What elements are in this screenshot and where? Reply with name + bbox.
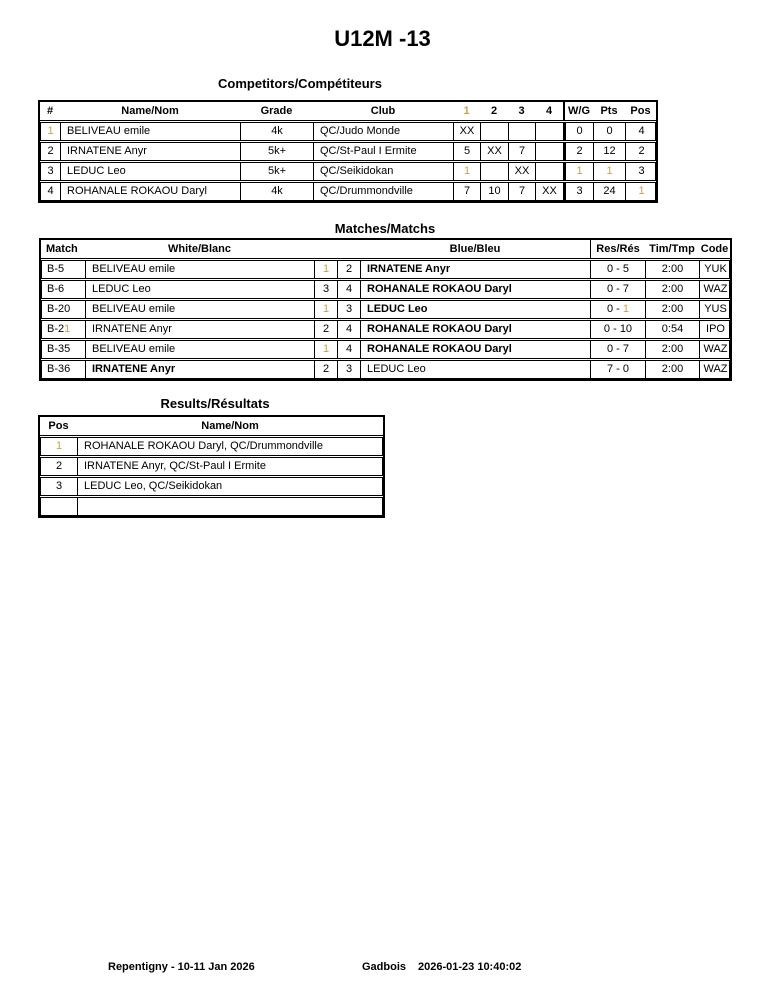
blue-number-cell: 4	[338, 341, 361, 358]
match-row	[41, 340, 730, 359]
time-cell: 2:00	[646, 301, 700, 318]
matches-header-white-cell: White/Blanc	[168, 243, 231, 255]
round-1-score-cell: XX	[454, 123, 481, 140]
match-id-cell: B-35	[42, 341, 86, 358]
competitor-grade-cell: 5k+	[241, 163, 314, 180]
result-cell: 0 - 10	[591, 321, 646, 338]
white-number-cell	[315, 301, 338, 318]
competitor-club-cell: QC/Judo Monde	[314, 123, 454, 140]
result-name-cell: IRNATENE Anyr, QC/St-Paul I Ermite	[84, 460, 266, 472]
time-cell: 0:54	[646, 321, 700, 338]
competitors-header-cell: 4	[545, 105, 553, 117]
blue-name-cell: ROHANALE ROKAOU Daryl	[361, 341, 591, 358]
result-row	[40, 497, 383, 516]
competitor-number-cell: 2	[41, 143, 61, 160]
round-2-score-cell	[481, 123, 509, 140]
round-3-score-cell: 7	[509, 143, 536, 160]
white-number-cell: 2	[315, 361, 338, 378]
code-cell: IPO	[706, 323, 725, 335]
competitor-row	[40, 162, 656, 181]
competitor-grade-cell: 5k+	[241, 143, 314, 160]
match-row	[41, 320, 730, 339]
wins-cell: 3	[564, 183, 594, 200]
competitors-header-cell: W/G	[563, 102, 593, 120]
accent-digit: 1	[638, 185, 645, 197]
results-section-title: Results/Résultats	[160, 396, 270, 411]
match-row	[41, 300, 730, 319]
white-name-cell: LEDUC Leo	[86, 281, 315, 298]
result-position-cell	[41, 498, 78, 515]
round-3-score-cell: 7	[509, 183, 536, 200]
competitor-club-cell: QC/Drummondville	[314, 183, 454, 200]
competitor-name-cell: LEDUC Leo	[61, 163, 241, 180]
competitors-header-cell: 3	[518, 105, 525, 117]
wins-cell: 2	[564, 143, 594, 160]
white-number-cell: 3	[315, 281, 338, 298]
results-header-row	[40, 417, 383, 436]
matches-header-code-cell: Code	[700, 243, 729, 255]
competitor-name-cell: ROHANALE ROKAOU Daryl	[61, 183, 241, 200]
points-cell: 24	[594, 183, 626, 200]
results-header-name-cell: Name/Nom	[201, 420, 259, 432]
blue-number-cell: 2	[338, 261, 361, 278]
accent-digit: 1	[322, 303, 330, 315]
round-4-score-cell	[536, 163, 564, 180]
white-number-cell	[315, 341, 338, 358]
competitor-row	[40, 122, 656, 141]
result-name-cell: ROHANALE ROKAOU Daryl, QC/Drummondville	[84, 440, 323, 452]
points-cell	[594, 163, 626, 180]
blue-number-cell: 3	[338, 361, 361, 378]
match-id-cell: B-20	[42, 301, 86, 318]
accent-digit: 1	[463, 105, 470, 117]
accent-digit: 1	[322, 263, 330, 275]
result-row	[40, 477, 383, 496]
competitor-grade-cell: 4k	[241, 123, 314, 140]
matches-section-title: Matches/Matchs	[334, 221, 436, 236]
position-cell: 4	[638, 125, 645, 137]
accent-digit: 1	[55, 440, 63, 452]
round-2-score-cell: XX	[481, 143, 509, 160]
white-name-cell: IRNATENE Anyr	[86, 361, 315, 378]
competitors-header-cell: Pos	[630, 105, 651, 117]
code-cell: WAZ	[703, 363, 728, 375]
competitor-number-cell	[41, 123, 61, 140]
competitor-name-cell: IRNATENE Anyr	[61, 143, 241, 160]
competitor-number-cell: 4	[41, 183, 61, 200]
round-4-score-cell: XX	[536, 183, 564, 200]
accent-digit: 1	[622, 303, 630, 315]
white-name-cell: BELIVEAU emile	[86, 261, 315, 278]
matches-header-match-cell: Match	[46, 243, 78, 255]
competitor-grade-cell: 4k	[241, 183, 314, 200]
competitors-header-cell: 2	[490, 105, 498, 117]
code-cell: WAZ	[703, 283, 728, 295]
white-name-cell: IRNATENE Anyr	[86, 321, 315, 338]
blue-name-cell: LEDUC Leo	[361, 301, 591, 318]
result-position-cell	[41, 438, 78, 455]
accent-digit: 1	[463, 165, 471, 177]
code-cell: YUK	[704, 263, 727, 275]
footer-venue: Gadbois	[362, 961, 407, 973]
time-cell: 2:00	[646, 261, 700, 278]
results-table	[38, 415, 385, 518]
matches-header-res-cell: Res/Rés	[590, 240, 645, 258]
round-4-score-cell	[536, 123, 564, 140]
competitor-row	[40, 142, 656, 161]
result-name-cell	[78, 498, 384, 515]
time-cell: 2:00	[646, 361, 700, 378]
footer-print-datetime: 2026-01-23 10:40:02	[418, 961, 522, 973]
match-id-cell: B-5	[42, 261, 86, 278]
wins-cell	[564, 163, 594, 180]
time-cell: 2:00	[646, 281, 700, 298]
blue-name-cell: IRNATENE Anyr	[361, 261, 591, 278]
white-name-cell: BELIVEAU emile	[86, 301, 315, 318]
result-cell: 0 - 7	[591, 281, 646, 298]
match-id-cell: B-6	[42, 281, 86, 298]
blue-number-cell: 4	[338, 321, 361, 338]
matches-header-blue-cell: Blue/Bleu	[449, 243, 501, 255]
match-row	[41, 280, 730, 299]
result-cell: 7 - 0	[591, 361, 646, 378]
blue-name-cell: ROHANALE ROKAOU Daryl	[361, 281, 591, 298]
result-cell: 0 - 7	[591, 341, 646, 358]
competitors-header-row	[40, 102, 656, 121]
matches-header-spacer-cell	[314, 240, 360, 258]
white-number-cell: 2	[315, 321, 338, 338]
points-cell: 0	[594, 123, 626, 140]
footer-location-date: Repentigny - 10-11 Jan 2026	[108, 961, 255, 973]
result-cell: 0 - 5	[591, 261, 646, 278]
page-title: U12M -13	[334, 26, 431, 51]
blue-name-cell: ROHANALE ROKAOU Daryl	[361, 321, 591, 338]
points-cell: 12	[594, 143, 626, 160]
match-row	[41, 260, 730, 279]
competitor-club-cell: QC/St-Paul I Ermite	[314, 143, 454, 160]
wins-cell: 0	[564, 123, 594, 140]
competitor-name-cell: BELIVEAU emile	[61, 123, 241, 140]
accent-digit: 1	[576, 165, 583, 177]
white-name-cell: BELIVEAU emile	[86, 341, 315, 358]
round-4-score-cell	[536, 143, 564, 160]
accent-digit: 1	[47, 125, 54, 137]
position-cell	[626, 183, 657, 200]
result-row	[40, 457, 383, 476]
round-2-score-cell: 10	[481, 183, 509, 200]
round-1-score-cell: 7	[454, 183, 481, 200]
round-2-score-cell	[481, 163, 509, 180]
blue-number-cell: 3	[338, 301, 361, 318]
competitors-section-title: Competitors/Compétiteurs	[218, 76, 382, 91]
result-position-cell: 3	[41, 478, 78, 495]
result-name-cell: LEDUC Leo, QC/Seikidokan	[84, 480, 223, 492]
result-cell: 0 - 1	[591, 301, 646, 318]
result-row	[40, 437, 383, 456]
accent-digit: 1	[322, 343, 330, 355]
round-1-score-cell: 5	[454, 143, 481, 160]
competitors-header-cell: Grade	[260, 105, 293, 117]
competitors-header-cell	[453, 102, 480, 120]
round-3-score-cell	[509, 123, 536, 140]
competitor-club-cell: QC/Seikidokan	[314, 163, 454, 180]
competitors-header-cell: Name/Nom	[121, 105, 179, 117]
competitors-header-cell: #	[46, 105, 54, 117]
blue-name-cell: LEDUC Leo	[361, 361, 591, 378]
blue-number-cell: 4	[338, 281, 361, 298]
round-1-score-cell	[454, 163, 481, 180]
accent-digit: 1	[606, 165, 613, 177]
matches-header-row	[41, 240, 730, 259]
accent-digit: 1	[64, 323, 71, 335]
competitors-header-cell: Pts	[600, 105, 618, 117]
match-id-cell: B-21	[42, 321, 86, 338]
competitors-table	[38, 100, 658, 203]
time-cell: 2:00	[646, 341, 700, 358]
position-cell: 3	[638, 165, 645, 177]
competitor-row	[40, 182, 656, 201]
competitors-header-cell: Club	[370, 105, 396, 117]
matches-header-time-cell: Tim/Tmp	[649, 243, 695, 255]
position-cell: 2	[638, 145, 645, 157]
white-number-cell	[315, 261, 338, 278]
results-header-pos-cell: Pos	[48, 420, 69, 432]
matches-table	[39, 238, 732, 381]
result-position-cell: 2	[41, 458, 78, 475]
competitor-number-cell: 3	[41, 163, 61, 180]
round-3-score-cell: XX	[509, 163, 536, 180]
match-id-cell: B-36	[42, 361, 86, 378]
code-cell: WAZ	[703, 343, 728, 355]
code-cell: YUS	[704, 303, 727, 315]
match-row	[41, 360, 730, 379]
